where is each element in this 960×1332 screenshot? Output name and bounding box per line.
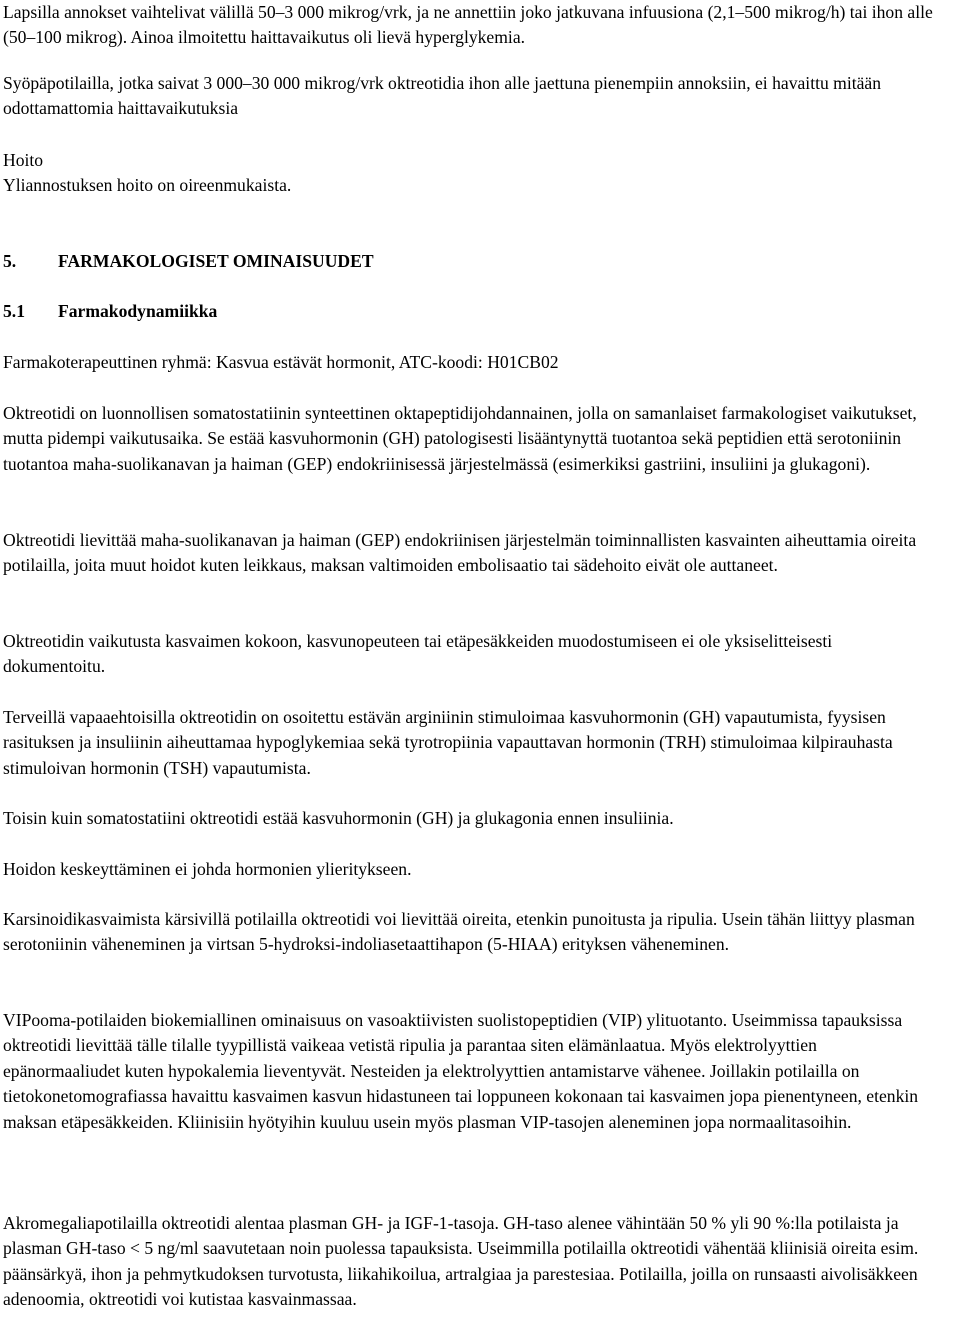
section-heading [3, 249, 374, 274]
paragraph-carcinoid: Karsinoidikasvaimista kärsivillä potilailla oktreotidi voi lievittää oireita, etenkin punoitusta ja ripulia. Usein tähän liittyy plasman serotoniinin väheneminen ja virtsan 5-hydroksi-indoliasetaattihapon (5-HIAA) erityksen väheneminen. [3, 909, 915, 955]
hoito-label: Hoito [3, 150, 44, 170]
section-title: FARMAKOLOGISET OMINAISUUDET [58, 251, 374, 271]
paragraph-vipoma: VIPooma-potilaiden biokemiallinen ominaisuus on vasoaktiivisten suolistopeptidien (VIP) ylituotanto. Useimmissa tapauksissa oktreotidi lievittää tälle tilalle tyypillistä vaikeaa vetistä ripulia ja parantaa siten elämänlaatua. Myös elektrolyyttien epänormaaliudet kuten hypokalemia lieventyvät. Nesteiden ja elektrolyyttien antamistarve vähenee. Joillakin potilailla on tietokonetomografiassa havaittu kasvaimen kasvun hidastuneen tai loppuneen kokonaan tai kasvaimen jopa pienentyneen, etenkin maksan etäpesäkkeiden. Kliinisiin hyötyihin kuuluu usein myös plasman VIP-tasojen aleneminen jopa normaalitasoihin. [3, 1010, 919, 1132]
paragraph-tumour-size: Oktreotidin vaikutusta kasvaimen kokoon, kasvunopeuteen tai etäpesäkkeiden muodostumiseen ei ole yksiselitteisesti dokumentoitu. [3, 631, 833, 677]
paragraph-mechanism: Oktreotidi on luonnollisen somatostatiinin synteettinen oktapeptidijohdannainen, jolla on samanlaiset farmakologiset vaikutukset, mutta pidempi vaikutusaika. Se estää kasvuhormonin (GH) patologisesti lisääntynyttä tuotantoa sekä peptidien että serotoniinin tuotantoa maha-suolikanavan ja haiman (GEP) endokriinisessä järjestelmässä (esimerkiksi gastriini, insuliini ja glukagoni). [3, 403, 917, 474]
subsection-title: Farmakodynamiikka [58, 301, 218, 321]
pharmacotherapeutic-group: Farmakoterapeuttinen ryhmä: Kasvua estävät hormonit, ATC-koodi: H01CB02 [3, 352, 559, 372]
overdose-children-paragraph: Lapsilla annokset vaihtelivat välillä 50–3 000 mikrog/vrk, ja ne annettiin joko jatkuvana infuusiona (2,1–500 mikrog/h) tai ihon alle (50–100 mikrog). Ainoa ilmoitettu haittavaikutus oli lievä hyperglykemia. [3, 2, 933, 48]
subsection-heading [3, 299, 217, 324]
paragraph-discontinuation: Hoidon keskeyttäminen ei johda hormonien ylieritykseen. [3, 859, 412, 879]
hoito-text: Yliannostuksen hoito on oireenmukaista. [3, 175, 292, 195]
paragraph-acromegaly: Akromegaliapotilailla oktreotidi alentaa plasman GH- ja IGF-1-tasoja. GH-taso alenee vähintään 50 % yli 90 %:lla potilaista ja plasman GH-taso < 5 ng/ml saavutetaan noin puolessa tapauksista. Useimmilla potilailla oktreotidi vähentää kliinisiä oireita esim. päänsärkyä, ihon ja pehmytkudoksen turvotusta, liikahikoilua, artralgiaa ja parestesiaa. Potilailla, joilla on runsaasti aivolisäkkeen adenoomia, oktreotidi voi kutistaa kasvainmassaa. [3, 1213, 919, 1310]
paragraph-healthy-volunteers: Terveillä vapaaehtoisilla oktreotidin on osoitettu estävän arginiinin stimuloimaa kasvuhormonin (GH) vapautumista, fyysisen rasituksen ja insuliinin aiheuttamaa hypoglykemiaa sekä tyrotropiinia vapauttavan hormonin (TRH) stimuloimaa kilpirauhasta stimuloivan hormonin (TSH) vapautumista. [3, 707, 893, 778]
section-number: 5. [3, 251, 17, 271]
subsection-number: 5.1 [3, 301, 25, 321]
overdose-cancer-paragraph: Syöpäpotilailla, jotka saivat 3 000–30 000 mikrog/vrk oktreotidia ihon alle jaettuna pienempiin annoksiin, ei havaittu mitään odottamattomia haittavaikutuksia [3, 73, 882, 119]
paragraph-gh-glucagon: Toisin kuin somatostatiini oktreotidi estää kasvuhormonin (GH) ja glukagonia ennen insuliinia. [3, 808, 674, 828]
paragraph-gep-tumours: Oktreotidi lievittää maha-suolikanavan ja haiman (GEP) endokriinisen järjestelmän toiminnallisten kasvainten aiheuttamia oireita potilailla, joita muut hoidot kuten leikkaus, maksan valtimoiden embolisaatio tai sädehoito eivät ole auttaneet. [3, 530, 917, 576]
